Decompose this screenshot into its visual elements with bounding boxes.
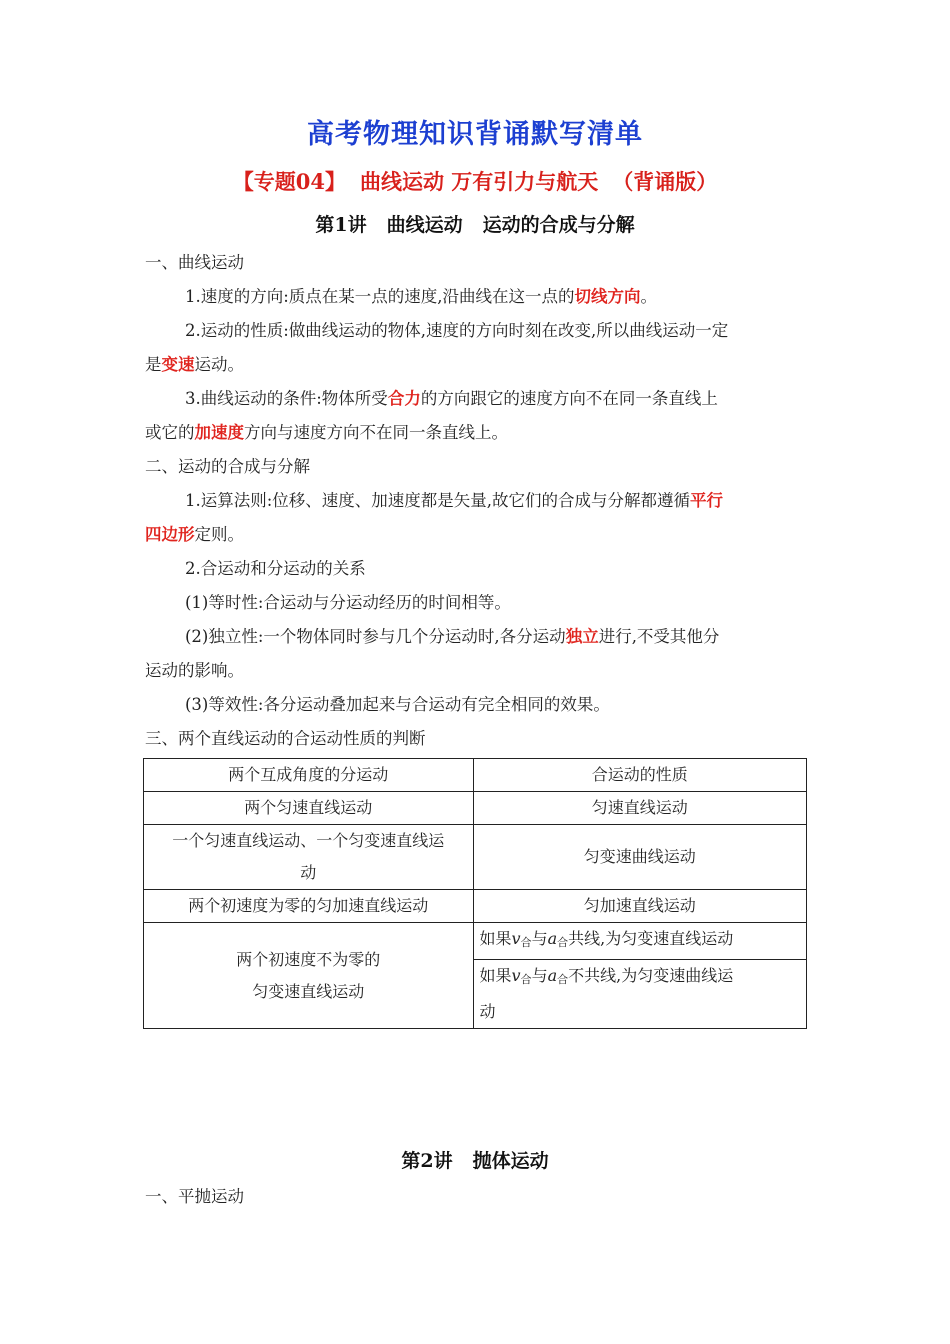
table-cell: 两个初速度不为零的 匀变速直线运动 [144,923,474,1029]
paragraph-condition-line2: 或它的加速度方向与速度方向不在同一条直线上。 [145,423,508,442]
table-cell: 如果v合与a合不共线,为匀变速曲线运 动 [473,960,807,1029]
lecture-2-number: 第2讲 [401,1150,453,1172]
highlight-independent: 独立 [565,627,599,646]
lecture-1-number: 第1讲 [315,214,367,236]
table-header-cell: 两个互成角度的分运动 [144,759,474,792]
paragraph-rule-line2: 四边形定则。 [145,525,244,544]
paragraph-independence-line2: 运动的影响。 [145,661,244,680]
paragraph-relation: 2.合运动和分运动的关系 [185,559,366,578]
table-cell: 两个初速度为零的匀加速直线运动 [144,890,474,923]
table-row [144,792,807,825]
highlight-variable-speed: 变速 [161,355,195,374]
section-heading-projectile: 一、平抛运动 [145,1187,244,1206]
table-header-cell: 合运动的性质 [473,759,807,792]
table-row [144,890,807,923]
lecture-1-heading [0,210,950,237]
paragraph-equivalence: (3)等效性:各分运动叠加起来与合运动有完全相同的效果。 [185,695,610,714]
paragraph-motion-nature-line1: 2.运动的性质:做曲线运动的物体,速度的方向时刻在改变,所以曲线运动一定 [185,321,729,340]
lecture-1-name-a: 曲线运动 [386,214,463,236]
lecture-1-name-b: 运动的合成与分解 [482,214,635,236]
highlight-acceleration: 加速度 [194,423,244,442]
table-row [144,923,807,960]
paragraph-rule-line1: 1.运算法则:位移、速度、加速度都是矢量,故它们的合成与分解都遵循平行 [185,491,724,510]
paragraph-condition-line1: 3.曲线运动的条件:物体所受合力的方向跟它的速度方向不在同一条直线上 [185,389,718,408]
table-cell: 一个匀速直线运动、一个匀变速直线运 动 [144,825,474,890]
paragraph-independence-line1: (2)独立性:一个物体同时参与几个分运动时,各分运动独立进行,不受其他分 [185,627,720,646]
paragraph-isochronism: (1)等时性:合运动与分运动经历的时间相等。 [185,593,511,612]
document-title: 高考物理知识背诵默写清单 [307,119,643,150]
lecture-2-name: 抛体运动 [472,1150,549,1172]
topic-edition: （背诵版） [612,169,718,194]
paragraph-velocity-direction: 1.速度的方向:质点在某一点的速度,沿曲线在这一点的切线方向。 [185,287,658,306]
motion-judgement-table [143,758,807,1029]
topic-tag: 【专题04】 [232,169,346,194]
table-row [144,825,807,890]
highlight-parallel: 平行 [690,491,724,510]
lecture-2-heading [0,1146,950,1173]
table-row [144,759,807,792]
section-heading-judgement: 三、两个直线运动的合运动性质的判断 [145,729,426,748]
highlight-quadrilateral: 四边形 [145,525,195,544]
section-heading-curve-motion: 一、曲线运动 [145,253,244,272]
paragraph-motion-nature-line2: 是变速运动。 [145,355,244,374]
table-cell: 两个匀速直线运动 [144,792,474,825]
table-cell: 如果v合与a合共线,为匀变速直线运动 [473,923,807,960]
topic-name: 曲线运动 万有引力与航天 [359,169,599,194]
highlight-net-force: 合力 [387,389,421,408]
table-cell: 匀速直线运动 [473,792,807,825]
table-cell: 匀加速直线运动 [473,890,807,923]
topic-subtitle [0,166,950,196]
highlight-tangent: 切线方向 [574,287,641,306]
section-heading-composition: 二、运动的合成与分解 [145,457,310,476]
table-cell: 匀变速曲线运动 [473,825,807,890]
